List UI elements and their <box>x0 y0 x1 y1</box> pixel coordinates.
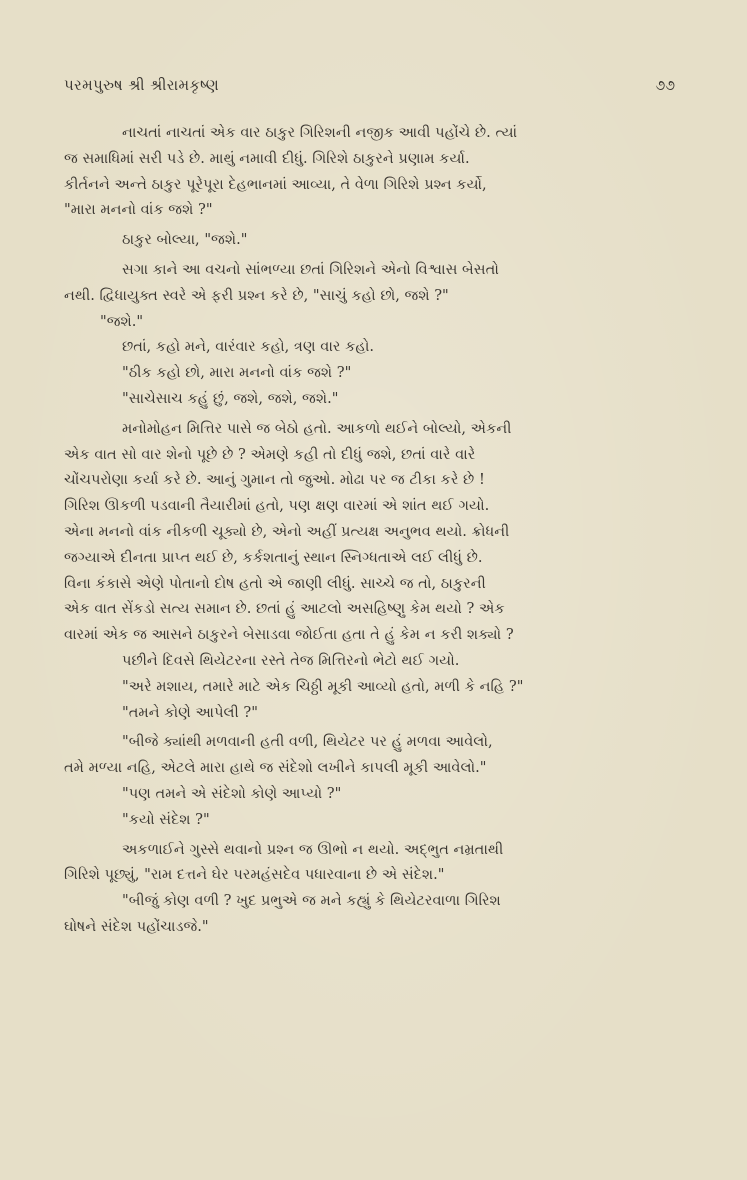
text-line: "કયો સંદેશ ?" <box>122 810 210 828</box>
text-line: તમે મળ્યા નહિ, એટલે મારા હાથે જ સંદેશો લખીને કાપલી મૂકી આવેલો." <box>64 759 487 777</box>
text-line: "ઠીક કહો છો, મારા મનનો વાંક જશે ?" <box>122 364 352 382</box>
text-line: અકળાઈને ગુસ્સે થવાનો પ્રશ્ન જ ઊભો ન થયો. અદ્ભુત નમ્રતાથી <box>122 840 504 858</box>
text-line: છતાં, કહો મને, વારંવાર કહો, ત્રણ વાર કહો. <box>122 338 375 356</box>
text-line: ગિરિશ ઊકળી પડવાની તૈયારીમાં હતો, પણ ક્ષણ વારમાં એ શાંત થઈ ગયો. <box>64 497 490 515</box>
text-line: સગા કાને આ વચનો સાંભળ્યા છતાં ગિરિશને એનો વિશ્વાસ બેસતો <box>122 260 499 278</box>
text-line: ઘોષને સંદેશ પહોંચાડજે." <box>64 917 209 935</box>
text-line: ઠાકુર બોલ્યા, "જશે." <box>122 231 248 249</box>
text-line: નથી. દ્વિધાયુક્ત સ્વરે એ ફરી પ્રશ્ન કરે છે, "સાચું કહો છો, જશે ?" <box>64 286 449 304</box>
text-line: વારમાં એક જ આસને ઠાકુરને બેસાડવા જોઈતા હતા તે હું કેમ ન કરી શક્યો ? <box>64 626 514 644</box>
text-line: પછીને દિવસે થિયેટરના રસ્તે તેજ મિત્તિરનો ભેટો થઈ ગયો. <box>122 651 460 669</box>
running-title: પરમપુરુષ શ્રી શ્રીરામકૃષ્ણ <box>64 76 220 94</box>
text-line: એક વાત સો વાર શેનો પૂછે છે ? એમણે કહી તો દીધું જશે, છતાં વારે વારે <box>64 445 476 463</box>
text-line: એક વાત સેંકડો સત્ય સમાન છે. છતાં હું આટલો અસહિષ્ણુ કેમ થયો ? એક <box>64 600 505 618</box>
text-line: નાચતાં નાચતાં એક વાર ઠાકુર ગિરિશની નજીક આવી પહોંચે છે. ત્યાં <box>122 124 518 141</box>
text-line: "સાચેસાચ કહું છું, જશે, જશે, જશે." <box>122 389 339 407</box>
text-line: વિના કંકાસે એણે પોતાનો દોષ હતો એ જાણી લીધું. સાચ્ચે જ તો, ઠાકુરની <box>64 574 486 592</box>
text-line: જગ્યાએ દીનતા પ્રાપ્ત થઈ છે, કર્કશતાનું સ્થાન સ્નિગ્ધતાએ લઈ લીધું છે. <box>64 548 483 566</box>
text-line: "જશે." <box>100 312 144 330</box>
text-line: "અરે મશાય, તમારે માટે એક ચિઠ્ઠી મૂકી આવ્યો હતો, મળી કે નહિ ?" <box>122 677 524 695</box>
text-line: ચોંચપરોણા કર્યા કરે છે. આનું ગુમાન તો જુઓ. મોઢા પર જ ટીકા કરે છે ! <box>64 471 485 489</box>
text-line: "મારા મનનો વાંક જશે ?" <box>64 201 213 219</box>
text-line: એના મનનો વાંક નીકળી ચૂક્યો છે, એનો અહીં પ્રત્યક્ષ અનુભવ થયો. ક્રોધની <box>64 522 510 540</box>
page-number: ૭૭ <box>655 78 675 94</box>
text-line: મનોમોહન મિત્તિર પાસે જ બેઠો હતો. આકળો થઈને બોલ્યો, એકની <box>122 419 512 437</box>
text-line: ગિરિશે પૂછ્યું, "રામ દત્તને ઘેર પરમહંસદેવ પધારવાના છે એ સંદેશ." <box>64 866 445 884</box>
text-line: "બીજે ક્યાંથી મળવાની હતી વળી, થિયેટર પર હું મળવા આવેલો, <box>122 733 493 751</box>
text-line: "બીજું કોણ વળી ? ખુદ પ્રભુએ જ મને કહ્યું કે થિયેટરવાળા ગિરિશ <box>122 892 501 910</box>
text-line: "પણ તમને એ સંદેશો કોણે આપ્યો ?" <box>122 784 342 802</box>
text-line: "તમને કોણે આપેલી ?" <box>122 703 258 721</box>
body-text <box>64 120 682 940</box>
text-line: જ સમાધિમાં સરી પડે છે. માથું નમાવી દીધું. ગિરિશે ઠાકુરને પ્રણામ કર્યા. <box>64 149 470 167</box>
text-line: કીર્તનને અન્તે ઠાકુર પૂરેપૂરા દેહભાનમાં આવ્યા, તે વેળા ગિરિશે પ્રશ્ન કર્યો, <box>64 175 487 193</box>
